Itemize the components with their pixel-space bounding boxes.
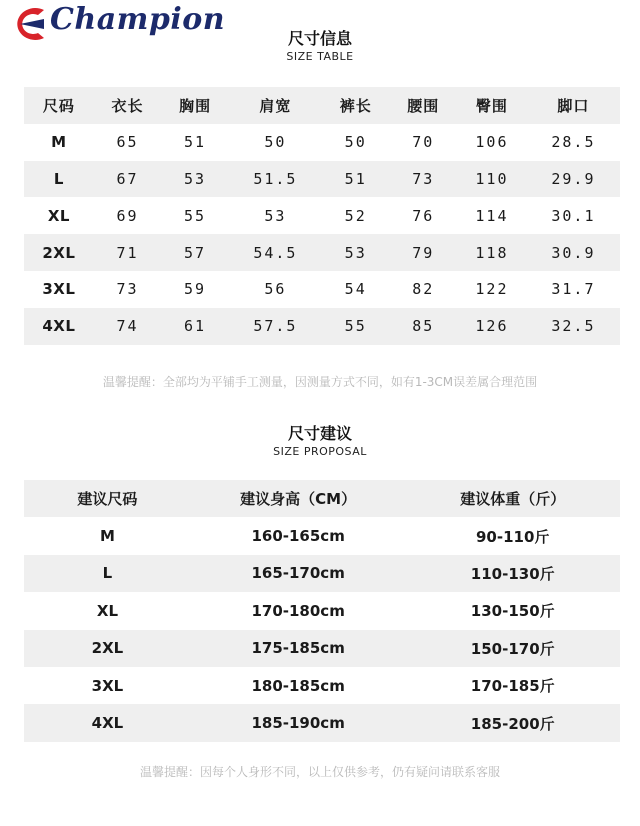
table-cell: 67 xyxy=(94,161,162,198)
column-header: 脚口 xyxy=(527,87,620,124)
size-table-note: 温馨提醒：全部均为平铺手工测量，因测量方式不同，如有1-3CM误差属合理范围 xyxy=(102,375,538,389)
table-cell: 53 xyxy=(229,197,322,234)
size-table-title: 尺寸信息 xyxy=(287,29,352,48)
table-cell: 30.1 xyxy=(527,197,620,234)
table-cell: 73 xyxy=(94,271,162,308)
table-row xyxy=(24,308,620,345)
size-proposal-subtitle: SIZE PROPOSAL xyxy=(273,445,367,458)
table-cell: 170-180cm xyxy=(191,592,406,629)
table-cell: 122 xyxy=(457,271,527,308)
table-cell: 160-165cm xyxy=(191,517,406,554)
table-cell: 54.5 xyxy=(229,234,322,271)
size-proposal-title: 尺寸建议 xyxy=(287,424,352,443)
table-cell: 126 xyxy=(457,308,527,345)
table-row xyxy=(24,161,620,198)
table-cell: 185-200斤 xyxy=(405,704,620,741)
table-cell: 51.5 xyxy=(229,161,322,198)
table-cell: 3XL xyxy=(24,271,94,308)
column-header: 衣长 xyxy=(94,87,162,124)
table-cell: 90-110斤 xyxy=(405,517,620,554)
table-cell: 2XL xyxy=(24,630,191,667)
table-cell: 85 xyxy=(389,308,457,345)
table-row xyxy=(24,667,620,704)
size-table-subtitle: SIZE TABLE xyxy=(286,50,354,63)
table-cell: 130-150斤 xyxy=(405,592,620,629)
table-row xyxy=(24,592,620,629)
table-cell: 4XL xyxy=(24,704,191,741)
table-cell: 4XL xyxy=(24,308,94,345)
size-proposal-heading xyxy=(0,421,640,458)
column-header: 建议体重（斤） xyxy=(405,480,620,517)
table-cell: 110-130斤 xyxy=(405,555,620,592)
table-header-row xyxy=(24,480,620,517)
table-row xyxy=(24,234,620,271)
table-cell: 52 xyxy=(322,197,390,234)
table-cell: 51 xyxy=(161,124,229,161)
table-cell: 28.5 xyxy=(527,124,620,161)
table-cell: 82 xyxy=(389,271,457,308)
column-header: 尺码 xyxy=(24,87,94,124)
table-cell: 55 xyxy=(322,308,390,345)
column-header: 腰围 xyxy=(389,87,457,124)
column-header: 肩宽 xyxy=(229,87,322,124)
table-row xyxy=(24,271,620,308)
column-header: 胸围 xyxy=(161,87,229,124)
table-cell: 106 xyxy=(457,124,527,161)
column-header: 建议尺码 xyxy=(24,480,191,517)
table-cell: 57 xyxy=(161,234,229,271)
table-cell: 175-185cm xyxy=(191,630,406,667)
table-header-row xyxy=(24,87,620,124)
table-cell: 59 xyxy=(161,271,229,308)
table-cell: 114 xyxy=(457,197,527,234)
size-proposal-table xyxy=(24,480,620,742)
table-cell: 50 xyxy=(322,124,390,161)
table-cell: XL xyxy=(24,197,94,234)
table-cell: 70 xyxy=(389,124,457,161)
table-cell: XL xyxy=(24,592,191,629)
table-cell: 57.5 xyxy=(229,308,322,345)
table-cell: 74 xyxy=(94,308,162,345)
size-proposal-note: 温馨提醒：因每个人身形不同，以上仅供参考，仍有疑问请联系客服 xyxy=(139,765,500,779)
table-cell: 118 xyxy=(457,234,527,271)
table-cell: 3XL xyxy=(24,667,191,704)
table-cell: L xyxy=(24,555,191,592)
brand-wordmark: Champion xyxy=(50,2,226,37)
table-cell: M xyxy=(24,517,191,554)
table-cell: 51 xyxy=(322,161,390,198)
table-cell: 69 xyxy=(94,197,162,234)
table-cell: 32.5 xyxy=(527,308,620,345)
table-row xyxy=(24,630,620,667)
table-cell: 56 xyxy=(229,271,322,308)
table-cell: 76 xyxy=(389,197,457,234)
table-cell: 31.7 xyxy=(527,271,620,308)
table-cell: 54 xyxy=(322,271,390,308)
table-cell: 79 xyxy=(389,234,457,271)
size-table xyxy=(24,87,620,345)
table-cell: 53 xyxy=(322,234,390,271)
table-row xyxy=(24,124,620,161)
table-row xyxy=(24,517,620,554)
table-row xyxy=(24,704,620,741)
table-cell: 2XL xyxy=(24,234,94,271)
table-row xyxy=(24,555,620,592)
table-cell: 150-170斤 xyxy=(405,630,620,667)
table-cell: 73 xyxy=(389,161,457,198)
table-cell: 30.9 xyxy=(527,234,620,271)
table-cell: 50 xyxy=(229,124,322,161)
table-cell: L xyxy=(24,161,94,198)
table-row xyxy=(24,197,620,234)
table-cell: 65 xyxy=(94,124,162,161)
table-cell: 53 xyxy=(161,161,229,198)
table-cell: 55 xyxy=(161,197,229,234)
table-cell: 185-190cm xyxy=(191,704,406,741)
column-header: 臀围 xyxy=(457,87,527,124)
size-table-heading xyxy=(0,26,640,63)
table-cell: 61 xyxy=(161,308,229,345)
table-cell: 170-185斤 xyxy=(405,667,620,704)
table-cell: 29.9 xyxy=(527,161,620,198)
column-header: 建议身高（CM） xyxy=(191,480,406,517)
table-cell: 71 xyxy=(94,234,162,271)
table-cell: 110 xyxy=(457,161,527,198)
table-cell: M xyxy=(24,124,94,161)
table-cell: 180-185cm xyxy=(191,667,406,704)
table-cell: 165-170cm xyxy=(191,555,406,592)
column-header: 裤长 xyxy=(322,87,390,124)
